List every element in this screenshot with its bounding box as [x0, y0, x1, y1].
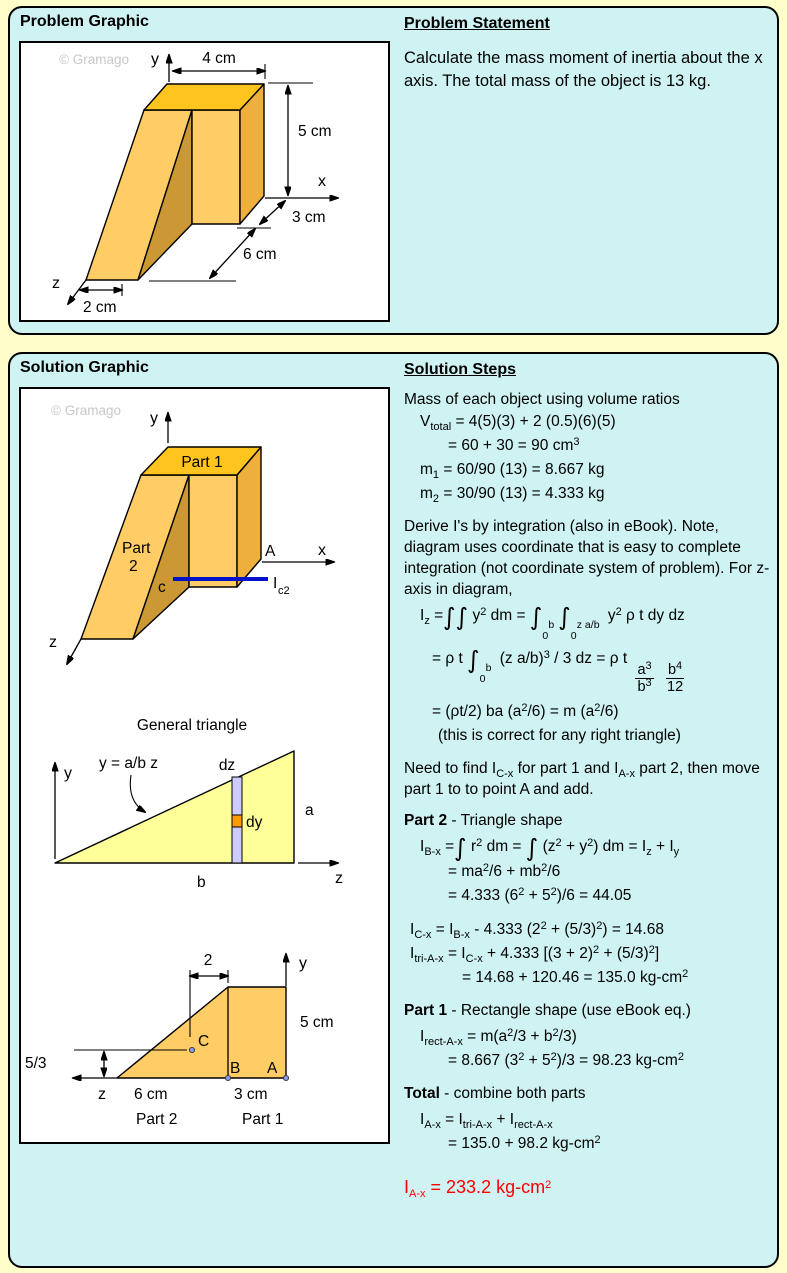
step-need-note: Need to find $I_{C-x}$ for part 1 and $I_{A-x}$ part 2, then move part 1 to to point A and add.: [404, 760, 760, 798]
step-vtotal-result: = 60 + 30 = 90 $cm^3$: [448, 436, 580, 454]
step-iz-note: (this is correct for any right triangle): [438, 727, 681, 744]
side-b-label: b: [197, 874, 206, 891]
point-a-label: A: [267, 1060, 278, 1077]
point-a-dot: [283, 1075, 288, 1080]
part1-label: Part 1: [181, 454, 223, 471]
y-axis-label: y: [64, 765, 72, 782]
step-iax-sum: = 135.0 + 98.2 $kg-cm^2$: [448, 1133, 601, 1152]
hypotenuse-equation: y = a/b z: [99, 755, 159, 772]
problem-statement-column: [404, 15, 778, 93]
side-a-label: a: [305, 802, 314, 819]
z-axis-label: z: [98, 1086, 106, 1103]
z-axis-label: z: [52, 275, 60, 292]
part2-label-line2: 2: [129, 558, 138, 575]
dim-3cm-line: [260, 201, 285, 224]
solution-graphic-title: Solution Graphic: [20, 359, 149, 376]
y-axis-label: y: [150, 410, 158, 427]
ic2-label-sub: c2: [278, 585, 290, 597]
dim-5cm-label: 5 cm: [298, 123, 332, 140]
point-b-label: B: [230, 1060, 241, 1077]
y-axis-label: y: [299, 955, 307, 972]
step-intro-mass: Mass of each object using volume ratios: [404, 391, 680, 408]
dz-label: dz: [218, 757, 236, 774]
step-m2: $m_2 = 30/90$ (13) = 4.333 kg: [420, 485, 605, 505]
watermark: © Gramago: [59, 52, 129, 67]
dy-label: dy: [246, 814, 263, 831]
step-iz-result: = (ρt/2) ba $(a^2/6) = m$ $(a^2/6)$: [432, 702, 619, 720]
watermark: © Gramago: [51, 403, 121, 418]
triangle-title: General triangle: [136, 717, 248, 734]
solution-graphic-box: [19, 387, 390, 1144]
step-itriax: $I_{tri-A-x} = I_{C-x} + 4.333$ $[(3 + 2)^2 + (5/3)^2]$: [410, 943, 660, 965]
problem-panel: [8, 6, 779, 335]
step-itriax-result: = 14.68 + 120.46 = 135.0 $kg-cm^2$: [462, 967, 689, 986]
dy-element: [232, 815, 242, 827]
part2-label: Part 2: [136, 1111, 178, 1128]
step-vtotal: $V_{total} = 4(5)(3) + 2$ (0.5)(6)(5): [420, 413, 616, 433]
step-part1-heading: Part 1 - Rectangle shape (use eBook eq.): [404, 1001, 691, 1019]
solution-steps-column: [404, 361, 778, 1200]
step-part2-heading: Part 2 - Triangle shape: [404, 812, 563, 829]
z-axis-label: z: [335, 870, 343, 887]
solution-panel: [8, 352, 779, 1268]
dim-6cm-label: 6 cm: [243, 246, 277, 263]
solution-steps-list: [404, 389, 778, 1200]
dim-2cm-label: 2 cm: [83, 299, 117, 316]
problem-statement-title: Problem Statement: [404, 15, 550, 32]
step-derive-note: Derive I's by integration (also in eBook). Note, diagram uses coordinate that is easy to complete integration (not coordinate system of problem). For z-axis in diagram,: [404, 518, 770, 598]
ic2-label-main: I: [273, 575, 278, 592]
equation-pointer-arrow: [130, 775, 145, 812]
step-iax: $I_{A-x} = I_{tri-A-x} + I_{rect-A-x}$: [420, 1110, 553, 1131]
step-ibx: $I_{B-x}$ =∫ $r^2$ dm = ∫ $(z^2 + y^2)$ dm = $I_z + I_y$: [420, 834, 680, 862]
problem-graphic-title: Problem Graphic: [20, 13, 149, 30]
point-a-label: A: [265, 543, 276, 560]
x-axis-label: x: [318, 173, 326, 190]
problem-graphic-box: [19, 41, 390, 322]
dim-53-label: 5/3: [25, 1055, 47, 1072]
column-front-face: [192, 110, 240, 224]
x-axis-label: x: [318, 542, 326, 559]
triangle-shape: [55, 751, 294, 863]
point-c-label: c: [158, 579, 166, 596]
solution-graphic-drawing: [21, 389, 388, 1142]
dim-6cm-label: 6 cm: [134, 1086, 168, 1103]
step-irect-result: = 8.667 $(3^2 + 5^2)/3 = 98.23$ $kg-cm^2$: [448, 1050, 684, 1069]
centroid-point: [189, 1047, 194, 1052]
step-icx: $I_{C-x} = I_{B-x} - 4.333$ $(2^2 + (5/3)^2) = 14.68$: [410, 919, 664, 941]
z-axis-label: z: [49, 634, 57, 651]
dim-3cm-label: 3 cm: [234, 1086, 268, 1103]
step-ibx-result: = 4.333 $(6^2 + 5^2)/6 = 44.05$: [448, 885, 632, 904]
dim-2-label: 2: [203, 952, 213, 969]
step-iz-integral: $I_z$ =∫∫ $y^2$ dm = ∫ b 0 ∫ z a/b 0 $y^2$ ρ t dy dz: [420, 603, 685, 643]
problem-statement-text: Calculate the mass moment of inertia about the x axis. The total mass of the object is 13 kg.: [404, 49, 763, 90]
step-total-heading: Total - combine both parts: [404, 1084, 586, 1102]
y-axis-label: y: [151, 51, 159, 68]
step-iz-eval: = ρ t ∫ b 0 (z a/b)$^3$ / 3 dz = ρ t $\frac{a^3}{b^3}$ $\frac{b^4}{12}$: [432, 645, 684, 696]
dim-4cm-label: 4 cm: [202, 50, 236, 67]
step-ibx-formula: = $ma^2/6 + mb^2/6$: [448, 861, 561, 880]
dim-3cm-label: 3 cm: [292, 209, 326, 226]
problem-graphic-drawing: [21, 43, 388, 320]
step-irect: $I_{rect-A-x} = m(a^2/3 + b^2/3)$: [420, 1026, 577, 1048]
centroid-label: C: [198, 1033, 210, 1050]
dim-5cm-label: 5 cm: [300, 1014, 334, 1031]
part1-front-face: [189, 475, 237, 587]
step-m1: $m_1 = 60/90$ (13) = 8.667 kg: [420, 461, 605, 481]
part2-label-line1: Part: [122, 540, 151, 557]
part1-label: Part 1: [242, 1111, 284, 1128]
final-answer: $I_{A-x} = 233.2$ $kg-cm^2$: [404, 1176, 552, 1200]
z-axis: [67, 639, 81, 664]
solution-steps-title: Solution Steps: [404, 361, 516, 378]
